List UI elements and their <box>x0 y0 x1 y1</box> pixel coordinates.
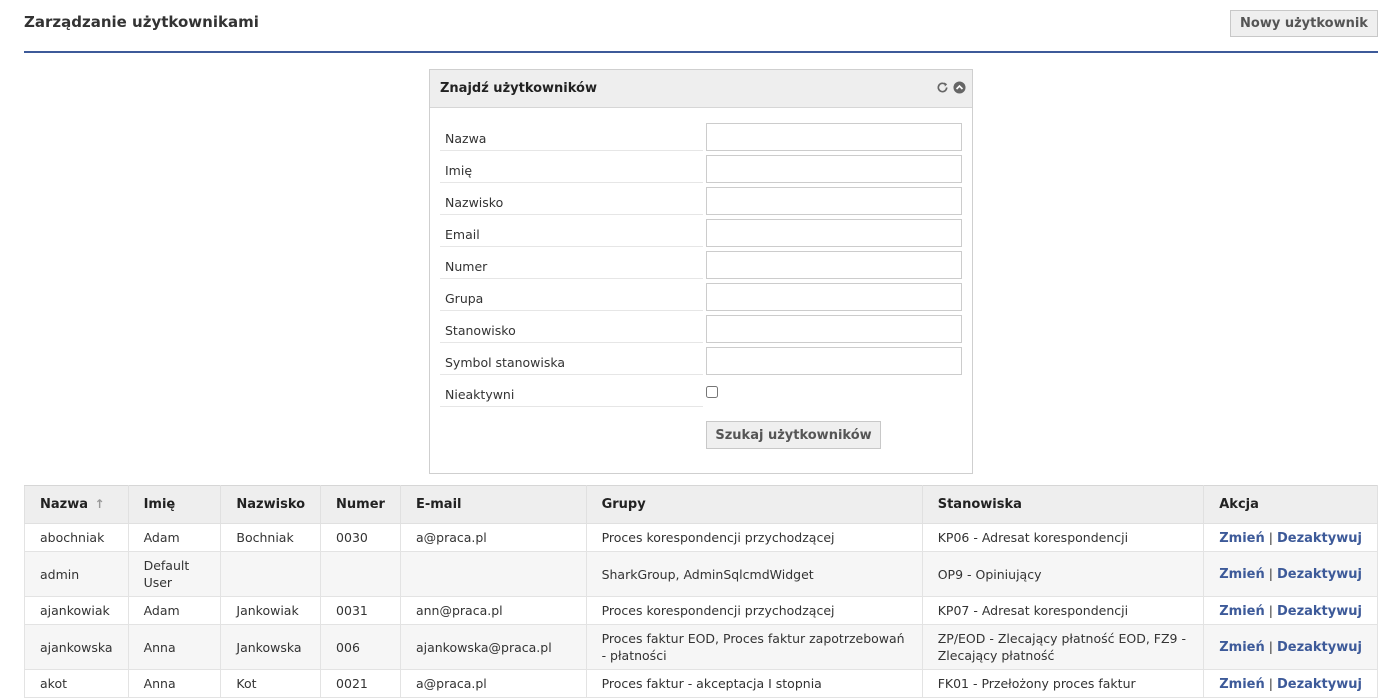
field-row-position <box>440 315 962 343</box>
cell-login: ajankowska <box>25 625 129 670</box>
cell-first-name: Adam <box>128 524 221 552</box>
page-title: Zarządzanie użytkownikami <box>24 13 259 31</box>
cell-positions: FK01 - Przełożony proces faktur <box>922 670 1204 698</box>
cell-login: ajankowiak <box>25 597 129 625</box>
cell-positions: KP07 - Adresat korespondencji <box>922 597 1204 625</box>
table-row <box>25 597 1378 625</box>
column-header-groups[interactable]: Grupy <box>586 486 922 524</box>
email-input[interactable] <box>706 219 962 247</box>
action-separator: | <box>1268 639 1273 654</box>
table-row <box>25 524 1378 552</box>
search-panel-title: Znajdź użytkowników <box>440 81 598 96</box>
column-header-number[interactable]: Numer <box>321 486 401 524</box>
edit-link[interactable]: Zmień <box>1219 640 1265 655</box>
field-row-first-name <box>440 155 962 183</box>
field-row-number <box>440 251 962 279</box>
field-label: Numer <box>440 251 703 279</box>
inactive-checkbox[interactable] <box>706 386 718 398</box>
field-label: Grupa <box>440 283 703 311</box>
cell-first-name: Adam <box>128 597 221 625</box>
position-symbol-input[interactable] <box>706 347 962 375</box>
field-label: Nieaktywni <box>440 379 703 407</box>
field-row-email <box>440 219 962 247</box>
column-header-positions[interactable]: Stanowiska <box>922 486 1204 524</box>
edit-link[interactable]: Zmień <box>1219 603 1265 619</box>
refresh-icon[interactable] <box>936 81 949 94</box>
search-panel-header <box>430 70 972 108</box>
action-separator: | <box>1268 566 1273 581</box>
edit-link[interactable]: Zmień <box>1219 567 1265 582</box>
cell-email: a@praca.pl <box>400 524 586 552</box>
cell-groups: Proces faktur - akceptacja I stopnia <box>586 670 922 698</box>
table-header-row <box>25 486 1378 524</box>
cell-groups: SharkGroup, AdminSqlcmdWidget <box>586 552 922 597</box>
cell-last-name <box>221 552 321 597</box>
cell-email: ann@praca.pl <box>400 597 586 625</box>
cell-last-name: Bochniak <box>221 524 321 552</box>
table-row <box>25 552 1378 597</box>
cell-last-name: Jankowiak <box>221 597 321 625</box>
page-header <box>24 0 1378 53</box>
column-header-action: Akcja <box>1204 486 1378 524</box>
cell-email <box>400 552 586 597</box>
table-row <box>25 670 1378 698</box>
field-row-group <box>440 283 962 311</box>
cell-groups: Proces korespondencji przychodzącej <box>586 597 922 625</box>
cell-groups: Proces korespondencji przychodzącej <box>586 524 922 552</box>
cell-actions <box>1204 670 1378 698</box>
cell-email: ajankowska@praca.pl <box>400 625 586 670</box>
field-row-position-symbol <box>440 347 962 375</box>
column-header-login[interactable]: Nazwa ↑ <box>25 486 129 524</box>
column-header-first-name[interactable]: Imię <box>128 486 221 524</box>
collapse-icon[interactable] <box>953 81 966 94</box>
first-name-input[interactable] <box>706 155 962 183</box>
cell-number: 0030 <box>321 524 401 552</box>
column-header-email[interactable]: E-mail <box>400 486 586 524</box>
cell-number <box>321 552 401 597</box>
edit-link[interactable]: Zmień <box>1219 530 1265 546</box>
last-name-input[interactable] <box>706 187 962 215</box>
panel-icons <box>936 81 966 94</box>
sort-asc-icon: ↑ <box>94 497 105 511</box>
name-input[interactable] <box>706 123 962 151</box>
cell-first-name: Anna <box>128 625 221 670</box>
cell-login: admin <box>25 552 129 597</box>
cell-number: 0031 <box>321 597 401 625</box>
column-header-last-name[interactable]: Nazwisko <box>221 486 321 524</box>
group-input[interactable] <box>706 283 962 311</box>
field-label: Imię <box>440 155 703 183</box>
field-row-last-name <box>440 187 962 215</box>
edit-link[interactable]: Zmień <box>1219 676 1265 692</box>
cell-actions <box>1204 625 1378 670</box>
cell-number: 0021 <box>321 670 401 698</box>
field-label: Email <box>440 219 703 247</box>
position-input[interactable] <box>706 315 962 343</box>
field-label: Symbol stanowiska <box>440 347 703 375</box>
cell-actions <box>1204 552 1378 597</box>
deactivate-link[interactable]: Dezaktywuj <box>1276 530 1362 546</box>
cell-login: akot <box>25 670 129 698</box>
cell-actions <box>1204 597 1378 625</box>
cell-number: 006 <box>321 625 401 670</box>
cell-last-name: Jankowska <box>221 625 321 670</box>
cell-positions: KP06 - Adresat korespondencji <box>922 524 1204 552</box>
action-separator: | <box>1268 529 1273 545</box>
cell-positions: OP9 - Opiniujący <box>922 552 1204 597</box>
table-row <box>25 625 1378 670</box>
cell-positions: ZP/EOD - Zlecający płatność EOD, FZ9 - Zlecający płatność <box>922 625 1204 670</box>
cell-login: abochniak <box>25 524 129 552</box>
new-user-button[interactable]: Nowy użytkownik <box>1230 10 1378 37</box>
cell-first-name: Default User <box>128 552 221 597</box>
field-label: Nazwa <box>440 123 703 151</box>
deactivate-link[interactable]: Dezaktywuj <box>1276 676 1362 692</box>
search-panel <box>429 69 973 474</box>
deactivate-link[interactable]: Dezaktywuj <box>1276 567 1362 582</box>
users-table <box>24 485 1378 698</box>
action-separator: | <box>1268 602 1273 618</box>
field-label: Stanowisko <box>440 315 703 343</box>
deactivate-link[interactable]: Dezaktywuj <box>1276 640 1362 655</box>
number-input[interactable] <box>706 251 962 279</box>
cell-last-name: Kot <box>221 670 321 698</box>
search-users-button[interactable]: Szukaj użytkowników <box>706 421 881 449</box>
cell-actions <box>1204 524 1378 552</box>
field-row-inactive <box>440 379 962 407</box>
cell-groups: Proces faktur EOD, Proces faktur zapotrzebowań - płatności <box>586 625 922 670</box>
action-separator: | <box>1268 675 1273 691</box>
deactivate-link[interactable]: Dezaktywuj <box>1276 603 1362 619</box>
field-row-name <box>440 123 962 151</box>
cell-first-name: Anna <box>128 670 221 698</box>
field-label: Nazwisko <box>440 187 703 215</box>
cell-email: a@praca.pl <box>400 670 586 698</box>
